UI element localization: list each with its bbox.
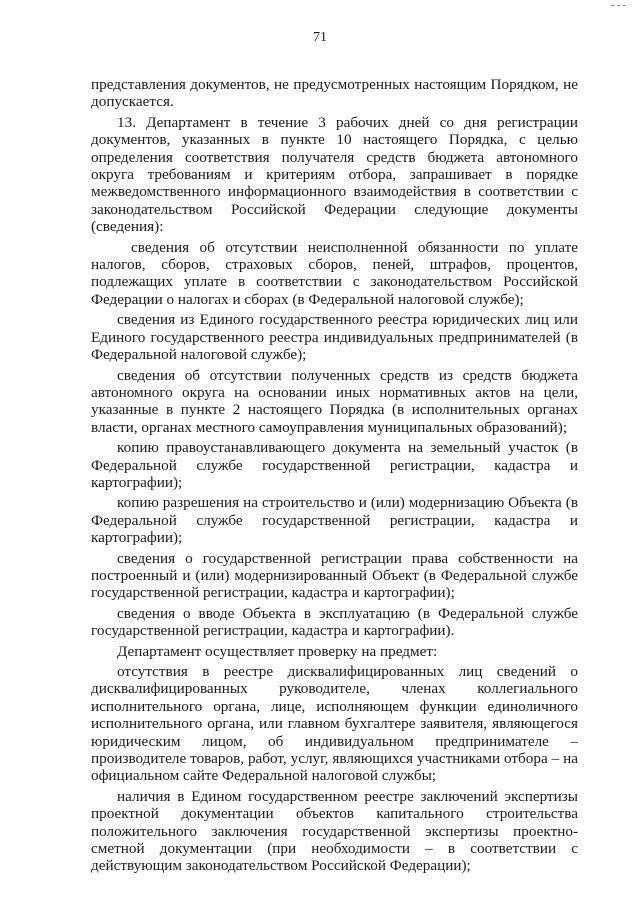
- paragraph-item-land-title: копию правоустанавливающего документа на земельный участок (в Федеральной службе государственной регистрации, кадастра и картографии);: [91, 439, 578, 491]
- page-number: 71: [313, 30, 327, 45]
- paragraph-item-tax-debt: сведения об отсутствии неисполненной обязанности по уплате налогов, сборов, страховых сборов, пеней, штрафов, процентов, подлежащих уплате в соответствии с законодательством Российской Федерации о налогах и сборах (в Федеральной налоговой службе);: [91, 238, 578, 308]
- paragraph-item-construction-permit: копию разрешения на строительство и (или) модернизацию Объекта (в Федеральной службе государственной регистрации, кадастра и картографии);: [91, 494, 578, 547]
- paragraph-item-registry: сведения из Единого государственного реестра юридических лиц или Единого государственного реестра индивидуальных предпринимателей (в Федеральной налоговой службе);: [91, 311, 578, 364]
- paragraph-item-commissioning: сведения о вводе Объекта в эксплуатацию (в Федеральной службе государственной регистрации, кадастра и картографии).: [91, 604, 578, 640]
- document-body: [91, 76, 578, 875]
- paragraph-item-ownership: сведения о государственной регистрации права собственности на построенный и (или) модернизированный Объект (в Федеральной службе государственной регистрации, кадастра и картографии);: [91, 549, 578, 602]
- paragraph-item-expertise: наличия в Едином государственном реестре заключений экспертизы проектной документации объектов капитального строительства положительного заключения государственной экспертизы проектно-сметной документации (при необходимости – в соответствии с действующим законодательством Российской Федерации);: [91, 787, 578, 875]
- paragraph-verification-intro: Департамент осуществляет проверку на предмет:: [117, 642, 438, 660]
- paragraph-item-budget-funds: сведения об отсутствии полученных средств из средств бюджета автономного округа на основании иных нормативных актов на цели, указанные в пункте 2 настоящего Порядка (в исполнительных органах власти, органах местного самоуправления муниципальных образований);: [91, 366, 578, 436]
- paragraph-item-disqualified: отсутствия в реестре дисквалифицированных лиц сведений о дисквалифицированных руководителе, членах коллегиального исполнительного органа, лице, исполняющем функции единоличного исполнительного органа, или главном бухгалтере заявителя, являющегося юридическим лицом, об индивидуальном предпринимателе – производителе товаров, работ, услуг, являющихся участниками отбора – на официальном сайте Федеральной налоговой службы;: [91, 663, 578, 785]
- paragraph-continuation: представления документов, не предусмотренных настоящим Порядком, не допускается.: [91, 76, 578, 111]
- paragraph-clause-13: 13. Департамент в течение 3 рабочих дней со дня регистрации документов, указанных в пункте 10 настоящего Порядка, с целью определения соответствия получателя средств бюджета автономного округа требованиям и критериям отбора, запрашивает в порядке межведомственного информационного взаимодействия в соответствии с законодательством Российской Федерации следующие документы (сведения):: [91, 113, 578, 236]
- corner-mark: - - -: [611, 0, 626, 11]
